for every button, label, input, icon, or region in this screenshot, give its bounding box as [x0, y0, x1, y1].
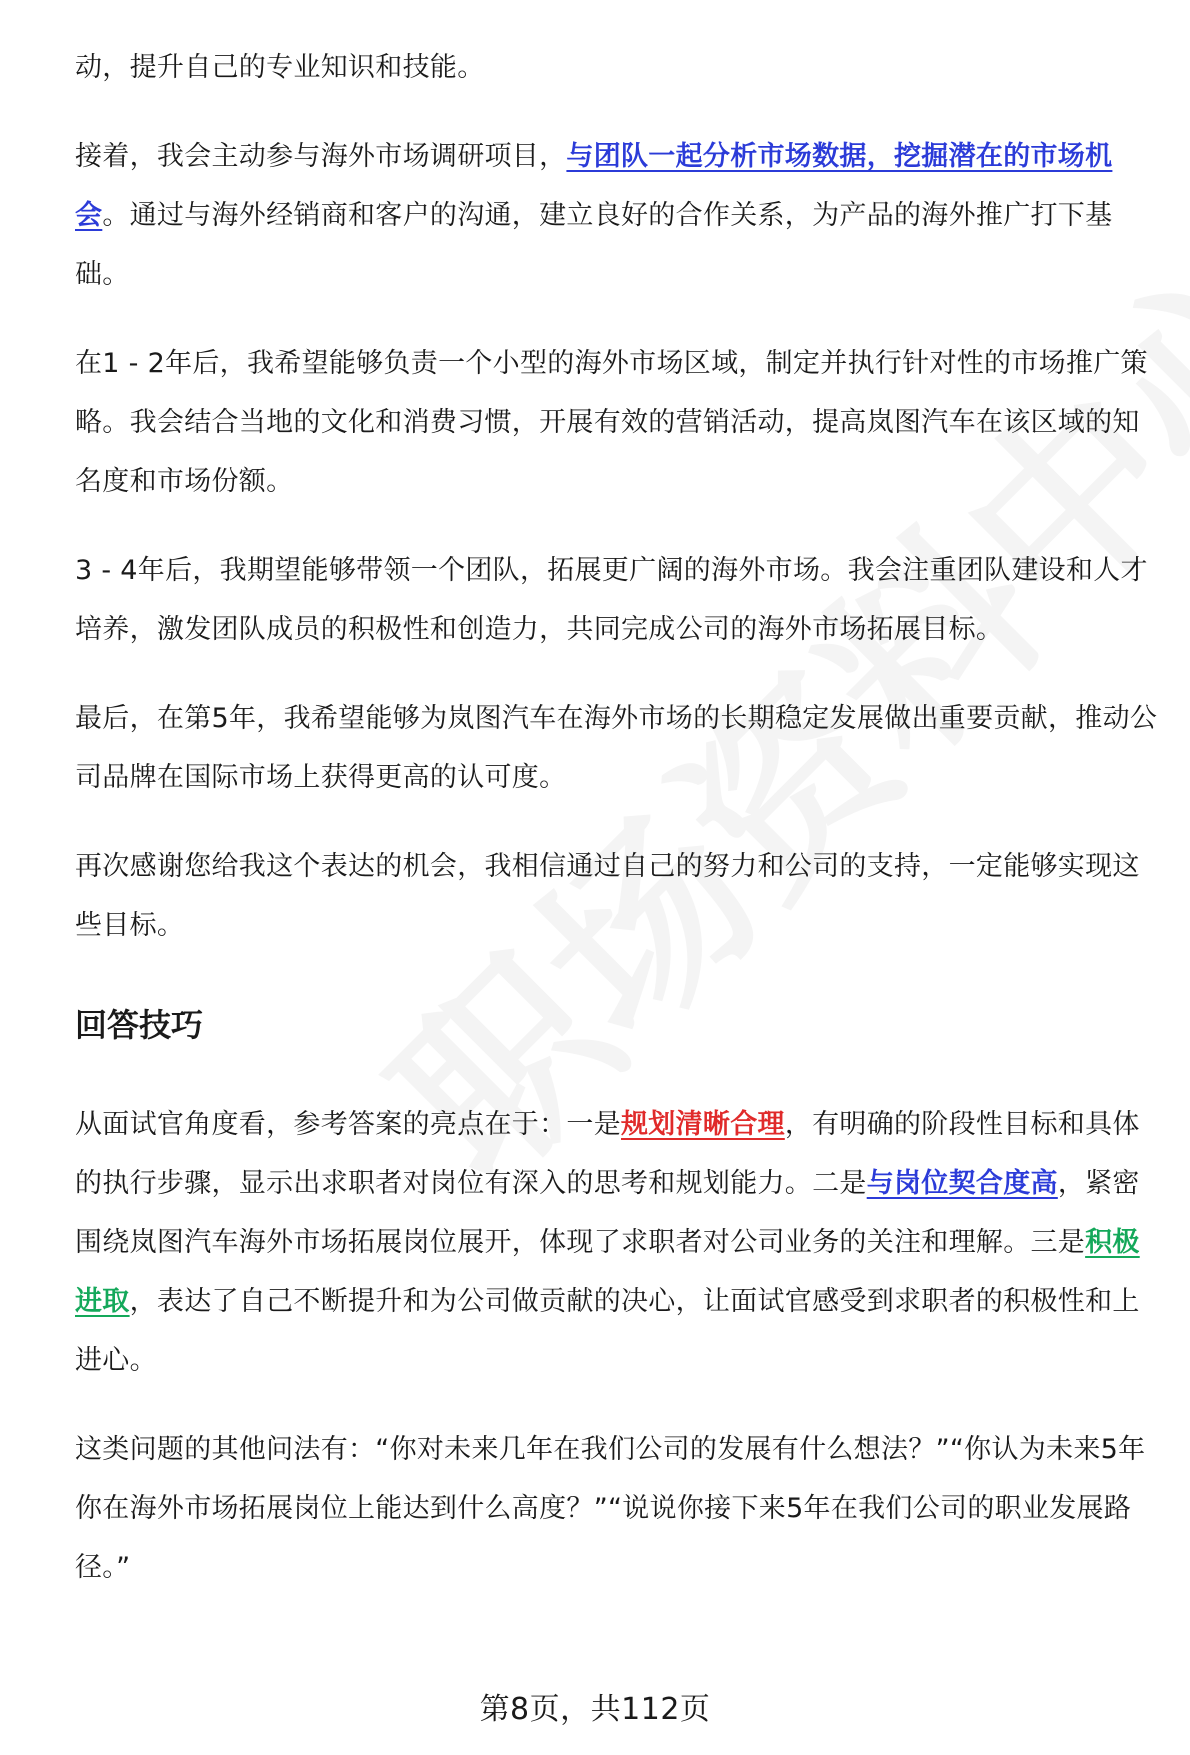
paragraph-5: 最后，在第5年，我希望能够为岚图汽车在海外市场的长期稳定发展做出重要贡献，推动公司品牌在国际市场上获得更高的认可度。 [75, 703, 1158, 793]
tips-paragraph [75, 1095, 1165, 1390]
paragraph-2-text-b: 。通过与海外经销商和客户的沟通，建立良好的合作关系，为产品的海外推广打下基础。 [75, 200, 1113, 290]
paragraph-3: 在1 - 2年后，我希望能够负责一个小型的海外市场区域，制定并执行针对性的市场推广策略。我会结合当地的文化和消费习惯，开展有效的营销活动，提高岚图汽车在该区域的知名度和市场份额。 [75, 348, 1148, 497]
highlight-clear-plan: 规划清晰合理 [621, 1109, 785, 1140]
tips-text-a: 从面试官角度看，参考答案的亮点在于：一是 [75, 1109, 621, 1140]
section-title: 回答技巧 [75, 1006, 204, 1044]
paragraph-2 [75, 127, 1165, 304]
paragraph-6: 再次感谢您给我这个表达的机会，我相信通过自己的努力和公司的支持，一定能够实现这些目标。 [75, 851, 1140, 941]
tips-text-c: ，紧密围绕岚图汽车海外市场拓展岗位展开，体现了求职者对公司业务的关注和理解。三是 [75, 1168, 1140, 1258]
paragraph-4: 3 - 4年后，我期望能够带领一个团队，拓展更广阔的海外市场。我会注重团队建设和人才培养，激发团队成员的积极性和创造力，共同完成公司的海外市场拓展目标。 [75, 555, 1148, 645]
tips-text-d: ，表达了自己不断提升和为公司做贡献的决心，让面试官感受到求职者的积极性和上进心。 [75, 1286, 1140, 1376]
highlight-team-analysis: 与团队一起分析市场数据，挖掘潜在的市场机会 [75, 141, 1113, 231]
highlight-job-fit: 与岗位契合度高 [866, 1168, 1058, 1199]
paragraph-2-text-a: 接着，我会主动参与海外市场调研项目， [75, 141, 567, 172]
paragraph-1: 动，提升自己的专业知识和技能。 [75, 52, 485, 83]
tips-text-b: ，有明确的阶段性目标和具体的执行步骤，显示出求职者对岗位有深入的思考和规划能力。二是 [75, 1109, 1140, 1199]
other-questions-paragraph: 这类问题的其他问法有：“你对未来几年在我们公司的发展有什么想法？”“你认为未来5年你在海外市场拓展岗位上能达到什么高度？”“说说你接下来5年在我们公司的职业发展路径。” [75, 1434, 1146, 1583]
page-footer: 第8页，共112页 [479, 1692, 711, 1727]
page-content [75, 38, 1165, 1597]
highlight-proactive: 积极进取 [75, 1227, 1140, 1317]
